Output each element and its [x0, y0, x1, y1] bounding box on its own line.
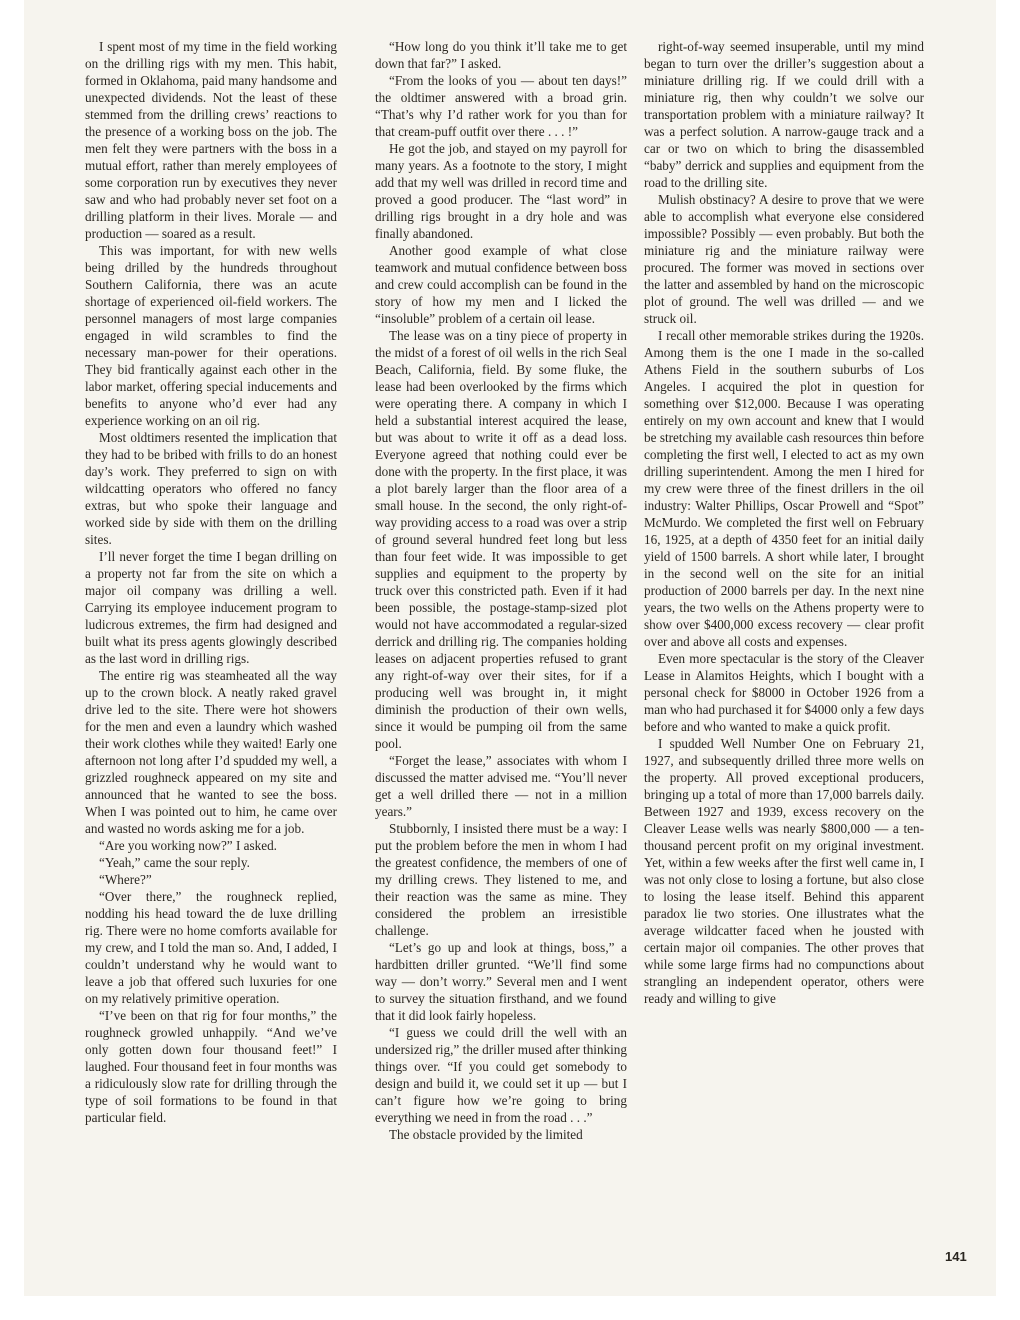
paragraph: I’ll never forget the time I began drilling on a property not far from the site on which a major oil company was drilling a well. Carrying its employee inducement program to ludicrous extremes, the firm had designed and built what its press agents glowingly described as the last word in drilling rigs. — [85, 549, 337, 666]
paragraph: “I guess we could drill the well with an undersized rig,” the driller mused after thinking things over. “If you could get somebody to design and build it, we could set it up — but I can’t figure how we’re going to bring everything we need in from the road . . .” — [375, 1025, 627, 1125]
text-column-1 — [85, 38, 337, 1126]
paragraph: The obstacle provided by the limited — [389, 1127, 583, 1142]
paragraph: The entire rig was steamheated all the way up to the crown block. A neatly raked gravel drive led to the site. There were hot showers for the men and even a laundry which washed their work clothes while they waited! Early one afternoon not long after I’d spudded my well, a grizzled roughneck appeared on my site and announced that he wanted to see the boss. When I was pointed out to him, he came over and wasted no words asking me for a job. — [85, 668, 337, 836]
paragraph: “I’ve been on that rig for four months,” the roughneck growled unhappily. “And we’ve only gotten down four thousand feet!” I laughed. Four thousand feet in four months was a ridiculously slow rate for drilling through the type of soil formations to be found in that particular field. — [85, 1008, 337, 1125]
paragraph: I spent most of my time in the field working on the drilling rigs with my men. This habit, formed in Oklahoma, paid many handsome and unexpected dividends. Not the least of these stemmed from the drilling crews’ reactions to the presence of a working boss on the job. The men felt they were partners with the boss in a mutual effort, rather than merely employees of some corporation run by executives they never saw and who had probably never set foot on a drilling platform in their lives. Morale — and production — soared as a result. — [85, 39, 337, 241]
paragraph: The lease was on a tiny piece of property in the midst of a forest of oil wells in the rich Seal Beach, California, field. By some fluke, the lease had been overlooked by the firms which were operating there. A company in which I held a substantial interest acquired the lease, but was about to write it off as a dead loss. Everyone agreed that nothing could ever be done with the property. In the first place, it was a plot barely larger than the floor area of a small house. In the second, the only right-of-way providing access to a road was over a strip of ground several hundred feet long but less than four feet wide. It was impossible to get supplies and equipment to the property by truck over this constricted path. Even if it had been possible, the postage-stamp-sized plot would not have accommodated a regular-sized derrick and drilling rig. The companies holding leases on adjacent properties refused to grant any right-of-way over their sites, for if a producing well was brought in, it might diminish the production of their own wells, since it would be pumping oil from the same pool. — [375, 328, 627, 751]
paragraph: He got the job, and stayed on my payroll for many years. As a footnote to the story, I might add that my well was drilled in record time and proved a good producer. The “last word” in drilling rigs brought in a dry hole and was finally abandoned. — [375, 141, 627, 241]
page-number: 141 — [945, 1249, 967, 1264]
paragraph: This was important, for with new wells being drilled by the hundreds throughout Southern California, there was an acute shortage of experienced oil-field workers. The personnel managers of most large companies engaged in wild scrambles to find the necessary man-power for their operations. They bid frantically against each other in the labor market, offering special inducements and benefits to anyone who’d ever had any experience working on an oil rig. — [85, 243, 337, 428]
paragraph: “Forget the lease,” associates with whom I discussed the matter advised me. “You’ll never get a well drilled there — not in a million years.” — [375, 753, 627, 819]
paragraph: “Let’s go up and look at things, boss,” a hardbitten driller grunted. “We’ll find some way — don’t worry.” Several men and I went to survey the situation firsthand, and we found that it did look fairly hopeless. — [375, 940, 627, 1023]
text-column-2 — [375, 38, 627, 1143]
paragraph: Another good example of what close teamwork and mutual confidence between boss and crew could accomplish can be found in the story of how my men and I licked the “insoluble” problem of a certain oil lease. — [375, 243, 627, 326]
paragraph: Mulish obstinacy? A desire to prove that we were able to accomplish what everyone else considered impossible? Possibly — even probably. But both the miniature rig and the miniature railway were procured. The former was moved in sections over the latter and assembled by hand on the microscopic plot of ground. The well was drilled — and we struck oil. — [644, 192, 924, 326]
paragraph: right-of-way seemed insuperable, until my mind began to turn over the driller’s suggestion about a miniature drilling rig. If we could drill with a miniature rig, then why couldn’t we solve our transportation problem with a miniature railway? It was a perfect solution. A narrow-gauge track and a car or two on which to bring the disassembled “baby” derrick and supplies and equipment from the road to the drilling site. — [644, 39, 924, 190]
paragraph: “How long do you think it’ll take me to get down that far?” I asked. — [375, 39, 627, 71]
paragraph: “Are you working now?” I asked. — [99, 838, 277, 853]
paragraph: Stubbornly, I insisted there must be a way: I put the problem before the men in whom I had the greatest confidence, the members of one of my drilling crews. They listened to me, and their reaction was the same as mine. They considered the problem an irresistible challenge. — [375, 821, 627, 938]
paragraph: Most oldtimers resented the implication that they had to be bribed with frills to do an honest day’s work. They preferred to sign on with wildcatting operators who offered no fancy extras, but who spoke their language and worked side by side with them on the drilling sites. — [85, 430, 337, 547]
text-column-3 — [644, 38, 924, 1007]
page — [24, 0, 996, 1296]
paragraph: Even more spectacular is the story of the Cleaver Lease in Alamitos Heights, which I bought with a personal check for $8000 in October 1926 from a man who had purchased it for $4000 only a few days before and who wanted to make a quick profit. — [644, 651, 924, 734]
paragraph: I recall other memorable strikes during the 1920s. Among them is the one I made in the so-called Athens Field in the southern suburbs of Los Angeles. I acquired the plot in question for something over $12,000. Because I was operating entirely on my own account and knew that I would be stretching my available cash resources thin before completing the first well, I elected to act as my own drilling superintendent. Among the men I hired for my crew were three of the finest drillers in the oil industry: Walter Phillips, Oscar Prowell and “Spot” McMurdo. We completed the first well on February 16, 1925, at a depth of 4350 feet for an initial daily yield of 1500 barrels. A short while later, I brought in the second well on the site for an initial production of 2000 barrels per day. In the next nine years, the two wells on the Athens property were to show over $400,000 excess recovery — clear profit over and above all costs and expenses. — [644, 328, 924, 649]
paragraph: “Over there,” the roughneck replied, nodding his head toward the de luxe drilling rig. There were no home comforts available for my crew, and I told the man so. And, I added, I couldn’t understand why he would want to leave a job that offered such luxuries for one on my relatively primitive operation. — [85, 889, 337, 1006]
paragraph: I spudded Well Number One on February 21, 1927, and subsequently drilled three more wells on the property. All proved exceptional producers, bringing up a total of more than 17,000 barrels daily. Between 1927 and 1939, excess recovery on the Cleaver Lease wells was nearly $800,000 — a ten-thousand percent profit on my original investment. Yet, within a few weeks after the first well came in, I was not only close to losing a fortune, but also close to losing the lease itself. Behind this apparent paradox lie two stories. One illustrates what the average wildcatter faced when he jousted with certain major oil companies. The other proves that while some large firms had no compunctions about strangling an independent operator, others were ready and willing to give — [644, 736, 924, 1006]
paragraph: “Yeah,” came the sour reply. — [99, 855, 250, 870]
paragraph: “Where?” — [99, 872, 152, 887]
paragraph: “From the looks of you — about ten days!” the oldtimer answered with a broad grin. “That’s why I’d rather work for you than for that cream-puff outfit over there . . . !” — [375, 73, 627, 139]
